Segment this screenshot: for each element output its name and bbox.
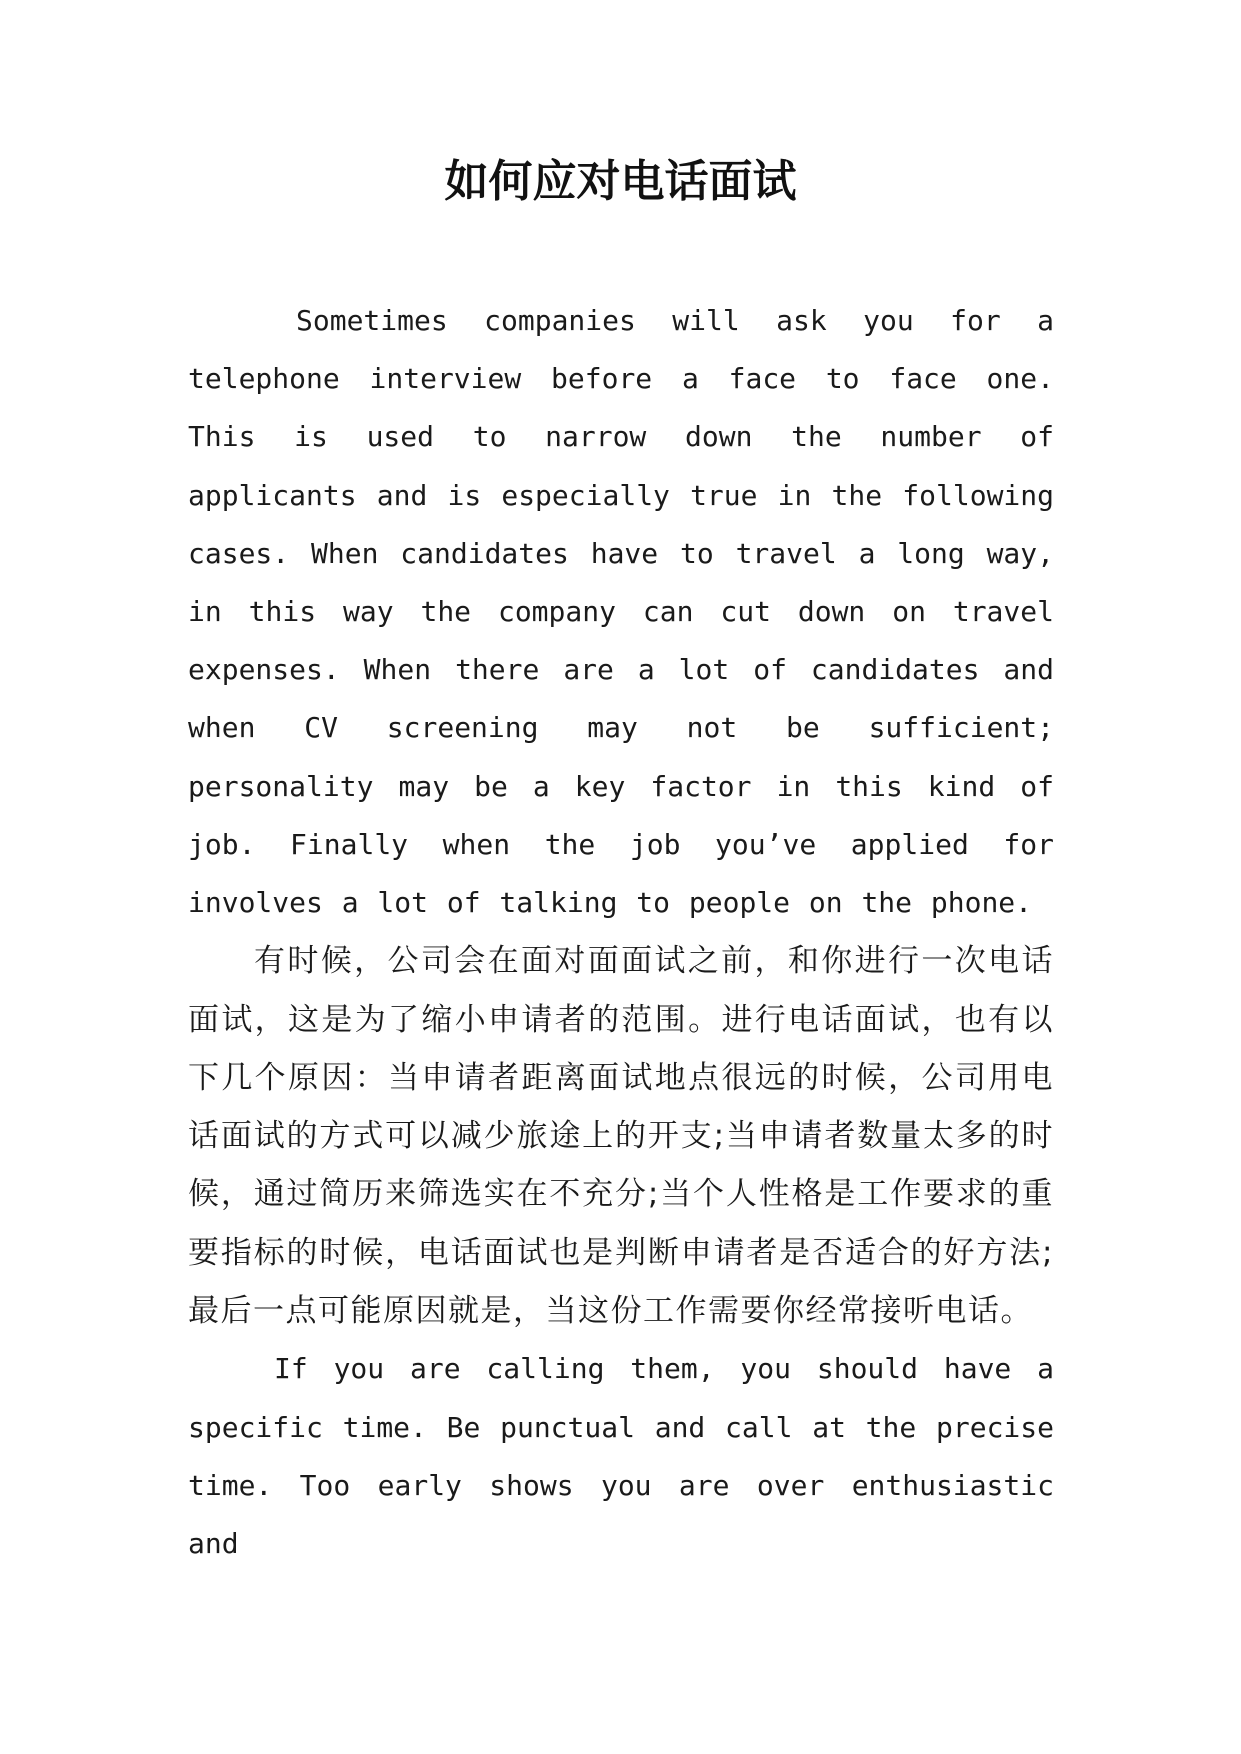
document-body — [188, 292, 1054, 1573]
paragraph-english-calling: If you are calling them, you should have a specific time. Be punctual and call at the precise time. Too early shows you are over enthusiastic and — [188, 1352, 1054, 1560]
document-title: 如何应对电话面试 — [444, 156, 797, 207]
paragraph-chinese-translation: 有时候，公司会在面对面面试之前，和你进行一次电话面试，这是为了缩小申请者的范围。进行电话面试，也有以下几个原因：当申请者距离面试地点很远的时候，公司用电话面试的方式可以减少旅途上的开支;当申请者数量太多的时候，通过简历来筛选实在不充分;当个人性格是工作要求的重要指标的时候，电话面试也是判断申请者是否适合的好方法;最后一点可能原因就是，当这份工作需要你经常接听电话。 — [188, 943, 1054, 1330]
paragraph-english-intro: Sometimes companies will ask you for a telephone interview before a face to face one. This is used to narrow down the number of applicants and is especially true in the following cases. When candidates have to travel a long way, in this way the company can cut down on travel expenses. When there are a lot of candidates and when CV screening may not be sufficient; personality may be a key factor in this kind of job. Finally when the job you’ve applied for involves a lot of talking to people on the phone. — [188, 304, 1054, 920]
